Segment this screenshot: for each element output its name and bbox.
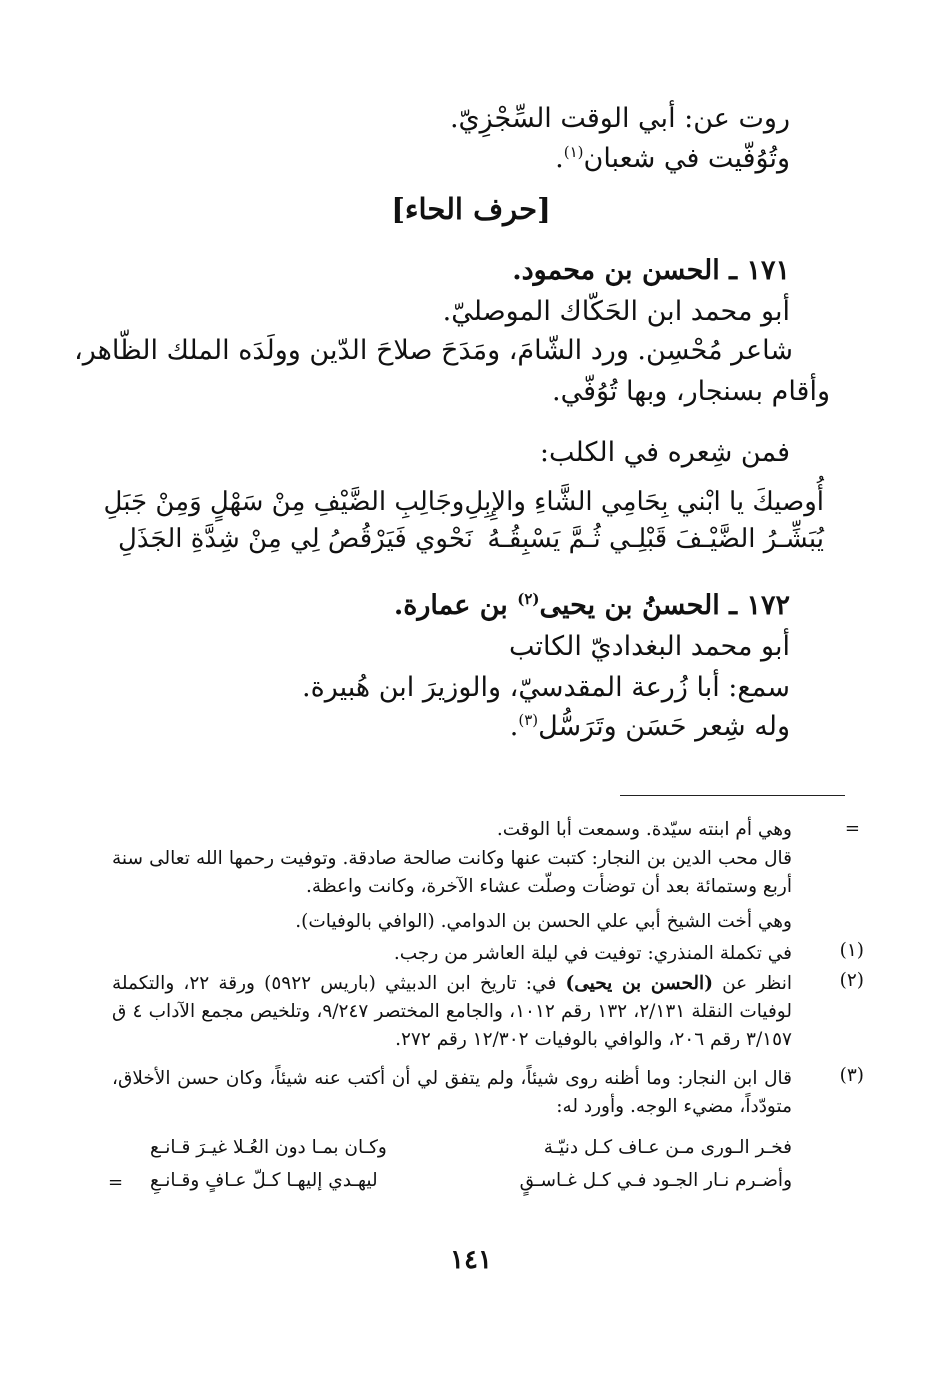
text-line (120, 103, 790, 135)
text-line: سمع: أبا زُرعة المقدسيّ، والوزيرَ ابن هُبيرة. (301, 672, 790, 703)
continuation-mark: = (844, 818, 860, 839)
verse-hemistich-left: ليهـدي إليهـا كـلّ عـافٍ وقـانـعِ (150, 1170, 378, 1191)
footnote-continuation-line: قال محب الدين بن النجار: كتبت عنها وكانت صالحة صادقة. وتوفيت رحمها الله تعالى سنة أربع وستمائة بعد أن توضأت وصلّت عشاء الآخرة، وكانت واعظة. (112, 848, 792, 897)
line-text: روت عن: أبي الوقت السِّجْزِيّ. (449, 103, 790, 134)
entry-title: ١٧١ ـ الحسن بن محمود. (512, 255, 790, 286)
page-number: ١٤١ (450, 1245, 492, 1275)
entry-title-rest: بن عمارة. (393, 590, 518, 621)
text-line (120, 711, 790, 743)
footnote-divider (620, 795, 845, 796)
footnote-text: قال ابن النجار: وما أظنه روى شيئاً، ولم يتفق لي أن أكتب عنه شيئاً، وكان حسن الأخلاق، متودّداً، مضيء الوجه. وأورد له: (112, 1068, 792, 1117)
verse-hemistich-right: فخـر الـورى مـن عـاف كـل دنيّـة (543, 1137, 792, 1158)
footnote-continuation-line: وهي أخت الشيخ أبي علي الحسن بن الدوامي. (الوافي بالوفيات). (295, 911, 792, 932)
entry-title (120, 590, 790, 622)
verse-hemistich-left: نَحْوي فَيَرْقُصُ لِي مِنْ شِدَّةِ الجَذَلِ (118, 524, 473, 554)
verse-hemistich-right: يُبَشِّـرُ الضَّيْـفَ قَبْلِـي ثُـمَّ يَسْبِقُـهُ (487, 524, 824, 554)
footnote-verse-line (150, 1137, 792, 1158)
text-line: شاعر مُحْسِن. ورد الشّامَ، ومَدَحَ صلاحَ الدّين وولَدَه الملك الظّاهر، (74, 335, 793, 366)
footnote-text-part: في: تاريخ ابن الدبيثي (باريس ٥٩٢٢) ورقة ٢٢، والتكملة لوفيات النقلة ٢/١٣١، ١٣٢ رقم ١٠١٢، والجامع المختصر ٩/٢٤٧، وتلخيص مجمع الآداب ٤ ق ٣/١٥٧ رقم ٢٠٦، والوافي بالوفيات ١٢/٣٠٢ رقم ٢٧٢. (112, 973, 792, 1050)
footnote-bold-name: (الحسن بن يحيى) (565, 973, 713, 994)
verse-line (103, 487, 824, 517)
footnote-text (112, 970, 792, 1053)
footnote-reference: (١) (563, 143, 584, 161)
text-line (120, 143, 790, 175)
text-line: وأقام بسنجار، وبها تُوُفّي. (552, 376, 830, 407)
footnote-number: (١) (839, 940, 864, 961)
verse-hemistich-right: وأضـرم نـار الجـود فـي كـل غـاسـقٍ (519, 1170, 792, 1191)
line-text: وتُوُفّيت في شعبان (583, 143, 790, 174)
line-text: وله شِعر حَسَن وتَرَسُّل (538, 711, 790, 742)
footnote-text-part: انظر عن (712, 973, 793, 994)
footnote-continuation-line: وهي أم ابنته سيّدة. وسمعت أبا الوقت. (496, 819, 792, 840)
text-line: فمن شِعره في الكلب: (539, 437, 790, 468)
footnote-reference: (٢) (517, 590, 540, 608)
verse-hemistich-right: أُوصيكَ يا ابْني بِحَامِي الشَّاءِ والإِبِلِ (464, 487, 824, 517)
footnote-text: في تكملة المنذري: توفيت في ليلة العاشر من رجب. (393, 943, 792, 964)
text-line: أبو محمد ابن الحَكّاك الموصليّ. (442, 296, 790, 327)
text-line: أبو محمد البغداديّ الكاتب (508, 631, 790, 662)
verse-line (118, 524, 824, 554)
footnote-number: (٢) (839, 970, 864, 991)
footnote-number: (٣) (839, 1065, 864, 1086)
continuation-mark: = (108, 1172, 124, 1193)
section-heading: [حرف الحاء] (391, 192, 551, 226)
line-end: . (555, 143, 564, 174)
line-end: . (509, 711, 519, 742)
entry-title-name: ١٧٢ ـ الحسنُ بن يحيى (539, 590, 790, 621)
verse-hemistich-left: وجَالِبِ الضَّيْفِ مِنْ سَهْلٍ وَمِنْ جَبَلِ (103, 487, 465, 517)
footnote-verse-line (150, 1170, 792, 1191)
verse-hemistich-left: وكـان بمـا دون العُـلا غيـرَ قـانـع (150, 1137, 387, 1158)
footnote-reference: (٣) (518, 711, 539, 729)
